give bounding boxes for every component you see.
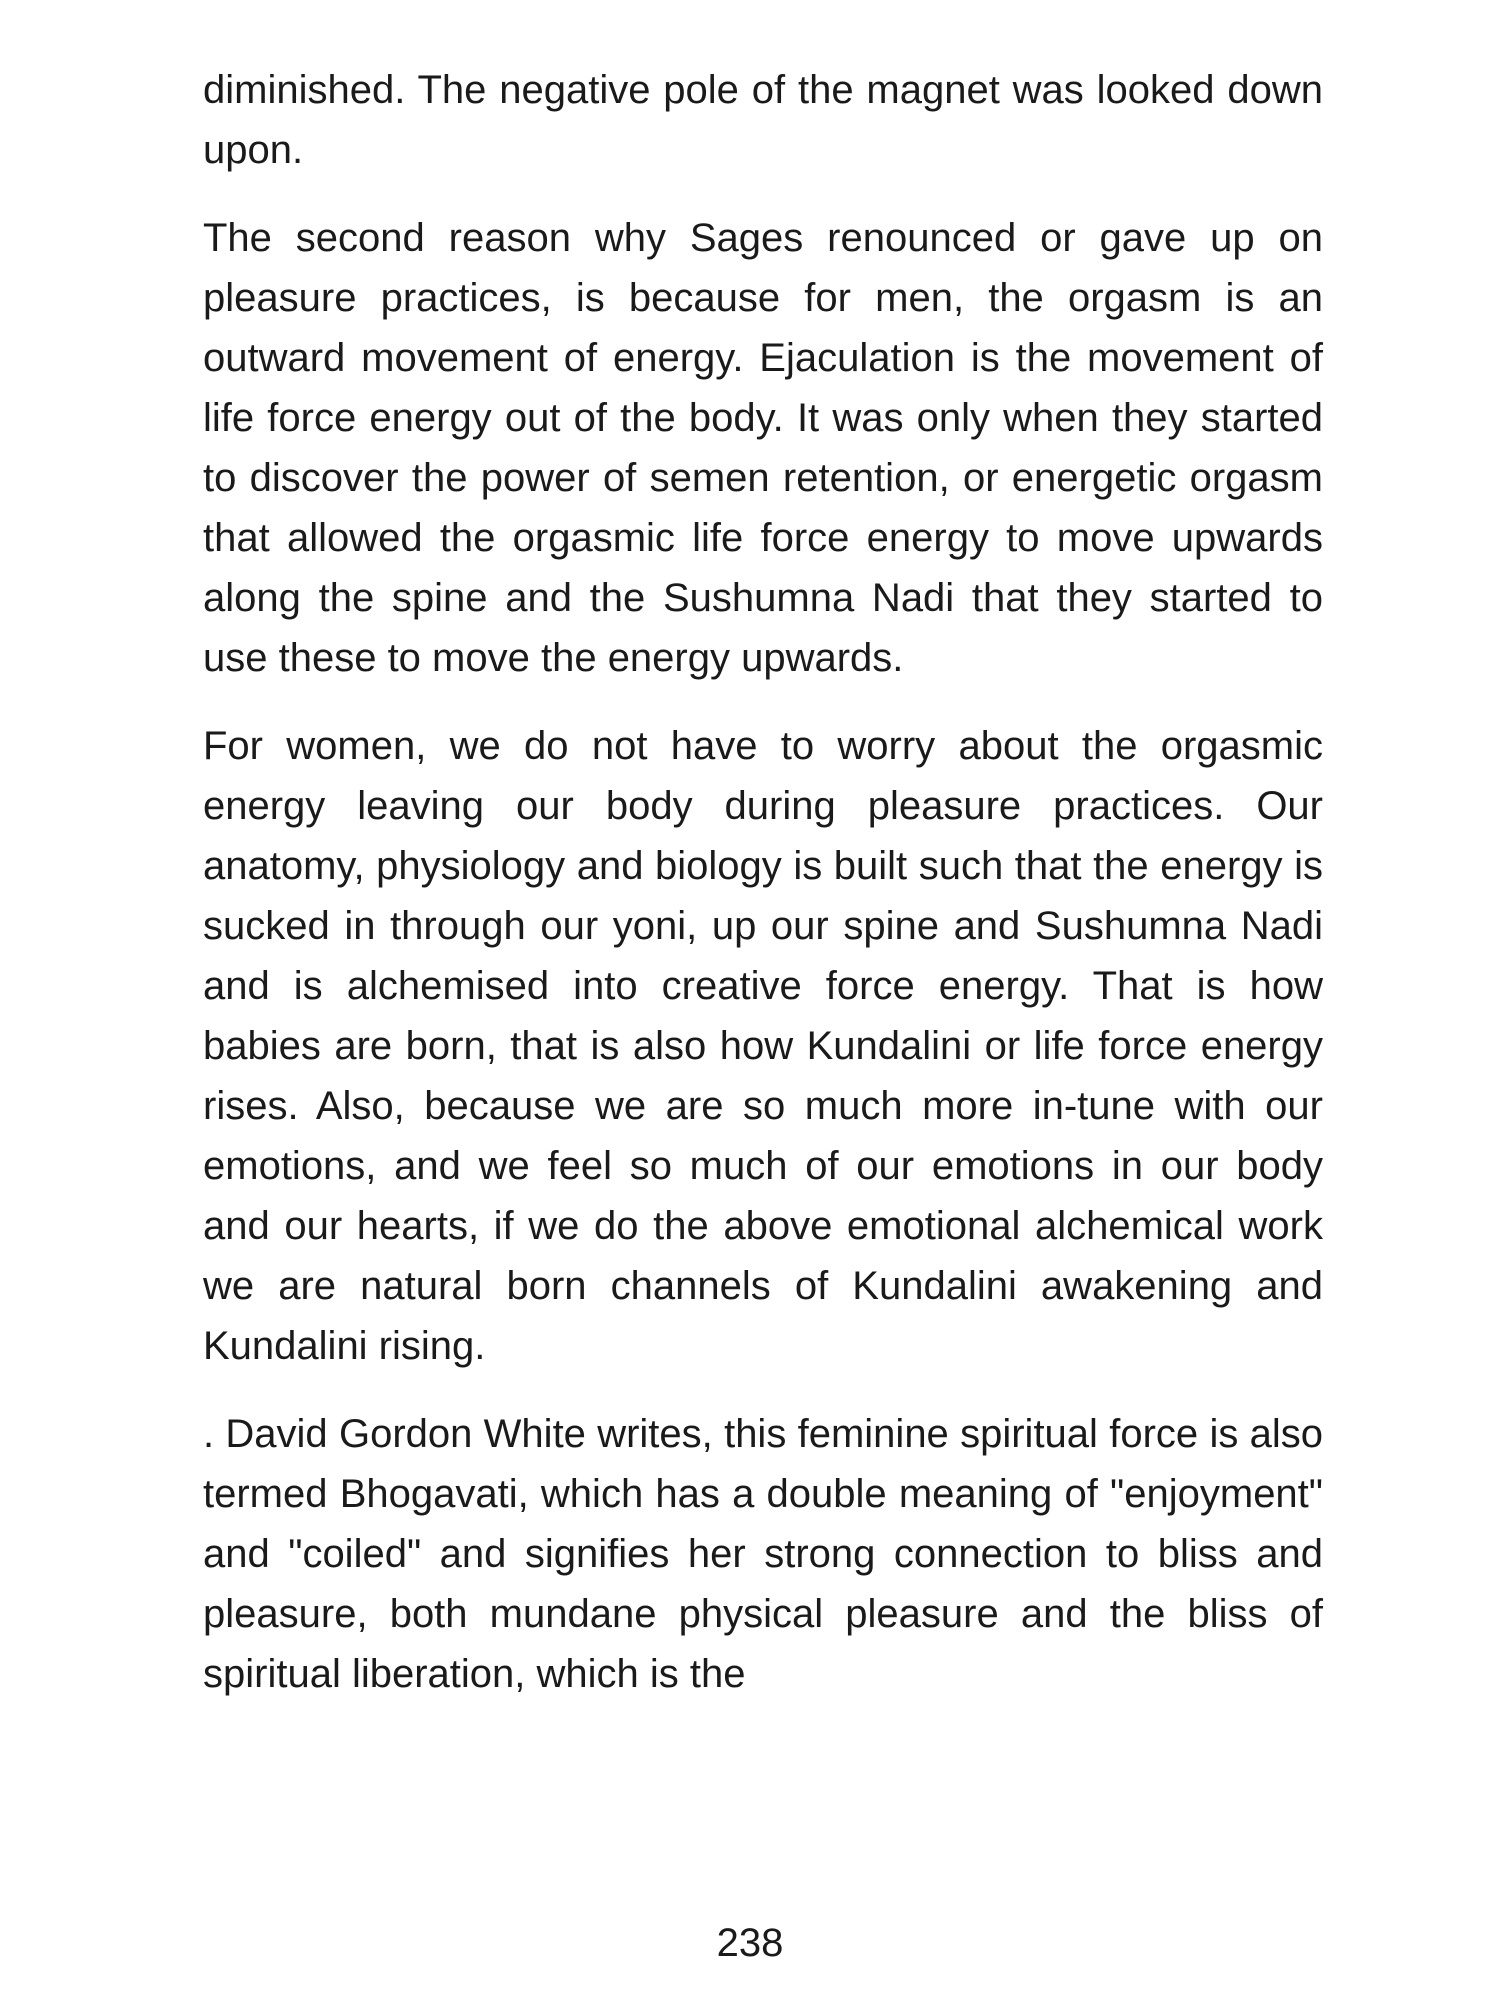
paragraph-4: . David Gordon White writes, this feminine spiritual force is also termed Bhogavati, which has a double meaning of "enjoyment" and "coiled" and signifies her strong connection to bliss and pleasure, both mundane physical pleasure and the bliss of spiritual liberation, which is the xyxy=(203,1412,1323,1696)
paragraph-2: The second reason why Sages renounced or gave up on pleasure practices, is because for men, the orgasm is an outward movement of energy. Ejaculation is the movement of life force energy out of the body. It was only when they started to discover the power of semen retention, or energetic orgasm that allowed the orgasmic life force energy to move upwards along the spine and the Sushumna Nadi that they started to use these to move the energy upwards. xyxy=(203,216,1323,680)
page-number: 238 xyxy=(716,1921,784,1965)
paragraph-1: diminished. The negative pole of the magnet was looked down upon. xyxy=(203,68,1323,172)
paragraph-3: For women, we do not have to worry about the orgasmic energy leaving our body during pleasure practices. Our anatomy, physiology and biology is built such that the energy is sucked in through our yoni, up our spine and Sushumna Nadi and is alchemised into creative force energy. That is how babies are born, that is also how Kundalini or life force energy rises. Also, because we are so much more in-tune with our emotions, and we feel so much of our emotions in our body and our hearts, if we do the above emotional alchemical work we are natural born channels of Kundalini awakening and Kundalini rising. xyxy=(203,724,1323,1368)
body-text xyxy=(203,60,1323,1732)
